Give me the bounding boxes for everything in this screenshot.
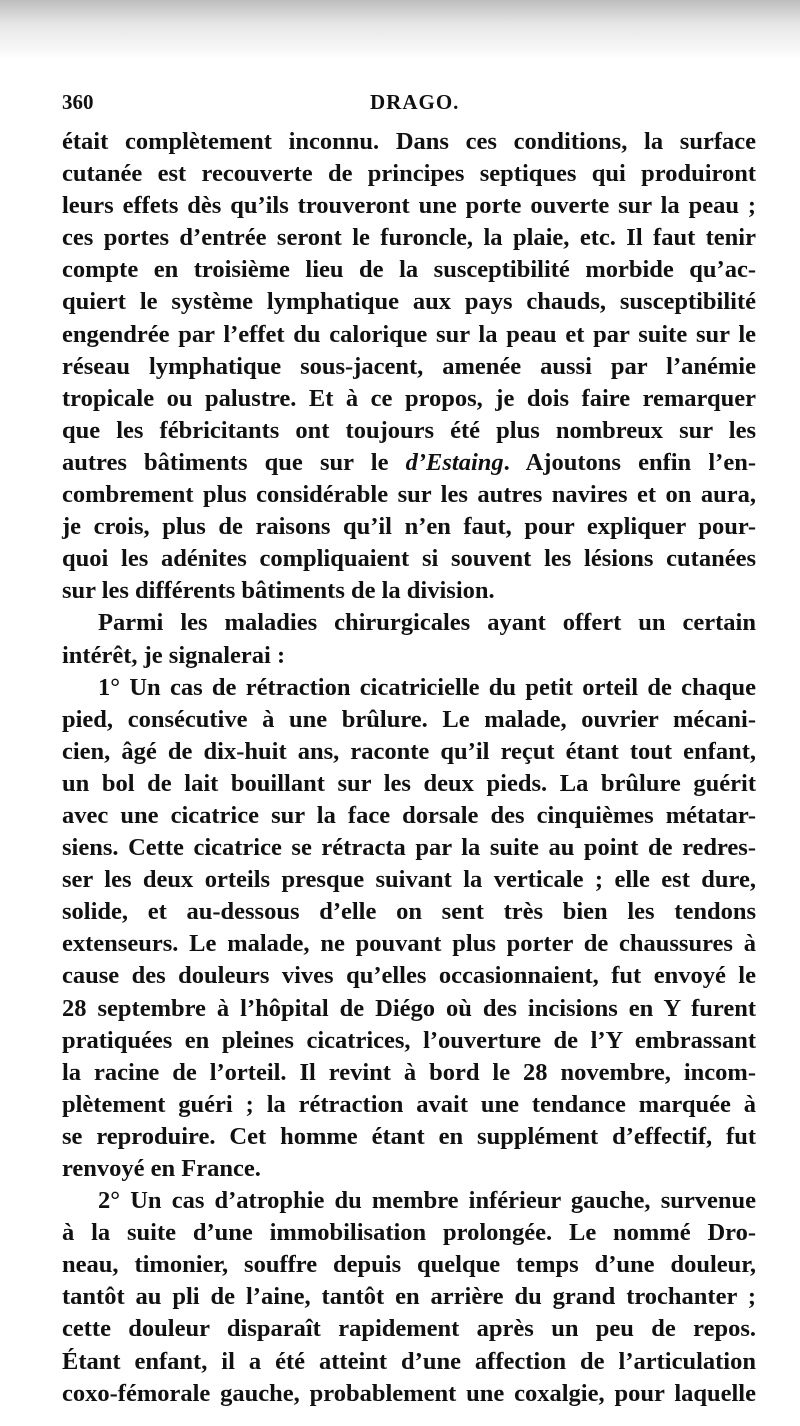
text-line-with-italic: [62, 447, 756, 479]
book-page: [62, 90, 756, 1410]
paragraph-2: [62, 607, 756, 671]
text-line: ces portes d’entrée seront le furoncle, la plaie, etc. Il faut tenir: [62, 224, 756, 252]
text-line: compte en troisième lieu de la susceptibilité morbide qu’ac-: [62, 256, 756, 284]
text-line: pied, consécutive à une brûlure. Le malade, ouvrier mécani-: [62, 705, 756, 733]
text-line: neau, timonier, souffre depuis quelque temps d’une douleur,: [62, 1251, 756, 1279]
text-fragment: . Ajoutons enfin l’en-: [503, 448, 756, 476]
text-line: solide, et au-dessous d’elle on sent très bien les tendons: [62, 898, 756, 926]
text-line: plètement guéri ; la rétraction avait une tendance marquée à: [62, 1090, 756, 1118]
text-line: renvoyé en France.: [62, 1155, 261, 1182]
paragraph-4: [62, 1185, 756, 1410]
text-line: était complètement inconnu. Dans ces conditions, la surface: [62, 128, 756, 155]
paragraph-3: [62, 672, 756, 1186]
running-title: DRAGO.: [370, 90, 460, 114]
text-line: tropicale ou palustre. Et à ce propos, je dois faire remarquer: [62, 384, 756, 412]
text-line: cause des douleurs vives qu’elles occasionnaient, fut envoyé le: [62, 962, 756, 990]
text-line: réseau lymphatique sous-jacent, amenée aussi par l’anémie: [62, 352, 756, 380]
text-line: cien, âgé de dix-huit ans, raconte qu’il reçut étant tout enfant,: [62, 737, 756, 765]
running-head: [62, 90, 756, 118]
text-line: Parmi les maladies chirurgicales ayant offert un certain: [98, 609, 756, 637]
text-line: je crois, plus de raisons qu’il n’en faut, pour expliquer pour-: [62, 513, 756, 541]
paragraph-1: [62, 126, 756, 607]
text-line: à la suite d’une immobilisation prolongée. Le nommé Dro-: [62, 1219, 756, 1247]
text-line: 2° Un cas d’atrophie du membre inférieur gauche, survenue: [98, 1187, 756, 1215]
text-line: quoi les adénites compliquaient si souvent les lésions cutanées: [62, 545, 756, 573]
text-line: intérêt, je signalerai :: [62, 641, 286, 669]
body-text: [62, 126, 756, 1410]
text-line: 1° Un cas de rétraction cicatricielle du petit orteil de chaque: [98, 673, 756, 701]
text-line: 28 septembre à l’hôpital de Diégo où des incisions en Y furent: [62, 994, 756, 1022]
text-line: Étant enfant, il a été atteint d’une affection de l’articulation: [62, 1347, 756, 1375]
page-number: 360: [62, 90, 94, 114]
text-line: extenseurs. Le malade, ne pouvant plus porter de chaussures à: [62, 930, 756, 958]
text-line: siens. Cette cicatrice se rétracta par la suite au point de redres-: [62, 834, 756, 862]
text-line: la racine de l’orteil. Il revint à bord le 28 novembre, incom-: [62, 1058, 756, 1086]
text-line: engendrée par l’effet du calorique sur la peau et par suite sur le: [62, 320, 756, 348]
text-line: un bol de lait bouillant sur les deux pieds. La brûlure guérit: [62, 769, 756, 797]
text-line: cutanée est recouverte de principes septiques qui produiront: [62, 160, 756, 188]
text-line: ser les deux orteils presque suivant la verticale ; elle est dure,: [62, 866, 756, 894]
text-fragment: autres bâtiments que sur le: [62, 448, 406, 476]
ship-name-italic: d’Estaing: [405, 448, 504, 476]
text-line: combrement plus considérable sur les autres navires et on aura,: [62, 481, 756, 509]
text-line: que les fébricitants ont toujours été plus nombreux sur les: [62, 416, 756, 444]
text-line: leurs effets dès qu’ils trouveront une porte ouverte sur la peau ;: [62, 192, 756, 220]
text-line: sur les différents bâtiments de la division.: [62, 577, 495, 605]
text-line: quiert le système lymphatique aux pays chauds, susceptibilité: [62, 288, 756, 316]
text-line: pratiquées en pleines cicatrices, l’ouverture de l’Y embrassant: [62, 1026, 756, 1054]
scan-top-shadow: [0, 0, 800, 60]
text-line: avec une cicatrice sur la face dorsale des cinquièmes métatar-: [62, 801, 756, 829]
text-line: se reproduire. Cet homme étant en supplément d’effectif, fut: [62, 1122, 756, 1150]
text-line: tantôt au pli de l’aine, tantôt en arrière du grand trochanter ;: [62, 1283, 756, 1311]
text-line: cette douleur disparaît rapidement après un peu de repos.: [62, 1315, 756, 1343]
text-line: coxo-fémorale gauche, probablement une coxalgie, pour laquelle: [62, 1379, 756, 1407]
